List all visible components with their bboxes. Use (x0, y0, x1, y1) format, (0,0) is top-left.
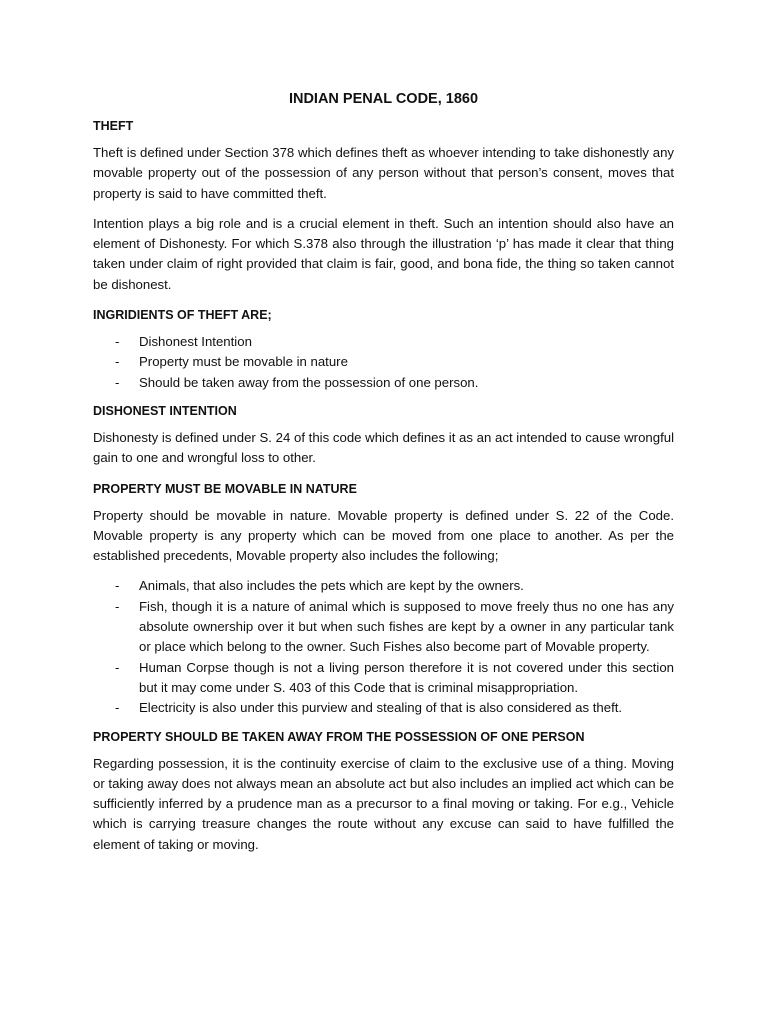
bullet-marker: - (115, 578, 120, 594)
bullet-marker: - (115, 700, 120, 716)
list-item (93, 576, 674, 596)
section-heading-theft: THEFT (93, 119, 134, 133)
list-item-text: Property must be movable in nature (139, 354, 348, 370)
bullet-list (93, 576, 674, 718)
bullet-marker: - (115, 334, 120, 350)
list-item-text: Dishonest Intention (139, 334, 252, 350)
list-item (93, 658, 674, 699)
document-title: INDIAN PENAL CODE, 1860 (288, 91, 479, 107)
paragraph: Theft is defined under Section 378 which defines theft as whoever intending to take dishonestly any movable property out of the possession of any person without that person’s consent, moves that property is said to have committed theft. (93, 145, 674, 201)
bullet-marker: - (115, 598, 120, 614)
bullet-marker: - (115, 659, 120, 675)
list-item-text: Electricity is also under this purview and stealing of that is also considered as theft. (139, 700, 623, 716)
list-item (93, 698, 674, 718)
bullet-marker: - (115, 354, 120, 370)
paragraph: Intention plays a big role and is a crucial element in theft. Such an intention should also have an element of Dishonesty. For which S.378 also through the illustration ‘p’ has made it clear that thing taken under claim of right provided that claim is fair, good, and bona fide, the thing so taken cannot be dishonest. (93, 215, 674, 292)
document-page (93, 88, 674, 865)
paragraph: Property should be movable in nature. Movable property is defined under S. 22 of the Code. Movable property is any property which can be moved from one place to another. As per the established precedents, Movable property also includes the following; (93, 507, 674, 564)
paragraph: Regarding possession, it is the continuity exercise of claim to the exclusive use of a thing. Moving or taking away does not always mean an absolute act but also includes an implied act which can be sufficiently inferred by a prudence man as a precursor to a final moving or taking. For e.g., Vehicle which is carrying treasure changes the route without any excuse can said to have fulfilled the element of taking or moving. (93, 755, 674, 852)
section-heading-dishonest-intention: DISHONEST INTENTION (93, 403, 237, 418)
list-item-text: Human Corpse though is not a living person therefore it is not covered under this section but it may come under S. 403 of this Code that is criminal misappropriation. (139, 659, 674, 695)
list-item (93, 352, 674, 372)
paragraph: Dishonesty is defined under S. 24 of this code which defines it as an act intended to cause wrongful gain to one and wrongful loss to other. (93, 429, 674, 466)
bullet-marker: - (115, 374, 120, 390)
list-item (93, 597, 674, 658)
list-item-text: Animals, that also includes the pets which are kept by the owners. (139, 578, 524, 594)
section-heading-possession: PROPERTY SHOULD BE TAKEN AWAY FROM THE POSSESSION OF ONE PERSON (93, 729, 585, 744)
bullet-list (93, 332, 674, 393)
section-heading-ingredients: INGRIDIENTS OF THEFT ARE; (93, 308, 272, 323)
list-item-text: Fish, though it is a nature of animal which is supposed to move freely thus no one has any absolute ownership over it but when such fishes are kept by a owner in any particular tank or place which belong to the owner. Such Fishes also become part of Movable property. (139, 598, 674, 655)
list-item (93, 332, 674, 352)
list-item (93, 373, 674, 393)
list-item-text: Should be taken away from the possession of one person. (139, 374, 479, 390)
section-heading-movable-property: PROPERTY MUST BE MOVABLE IN NATURE (93, 481, 357, 496)
